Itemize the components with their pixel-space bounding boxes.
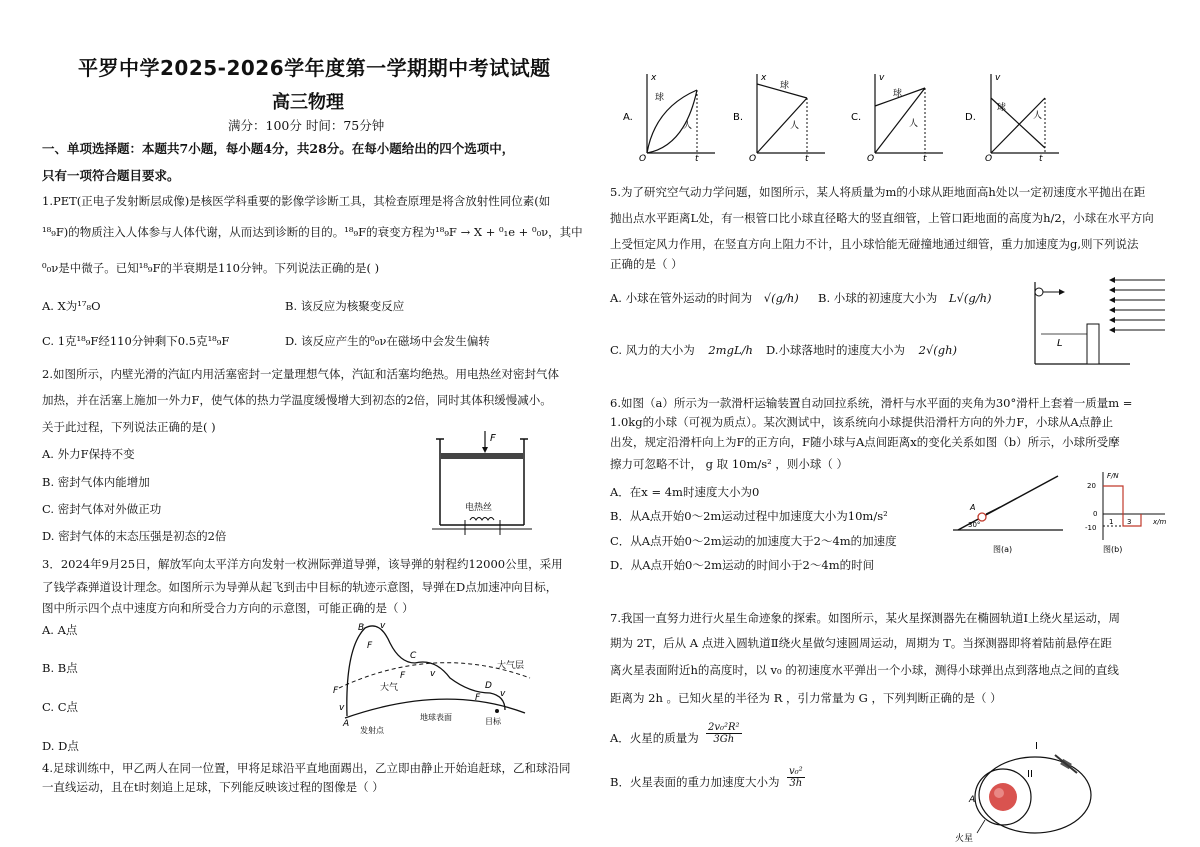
q1-option-c: C. 1克¹⁸₉F经110分钟剩下0.5克¹⁸₉F (42, 334, 230, 348)
q2-option-a: A. 外力F保持不变 (42, 447, 135, 461)
q4-b-person: 人 (790, 121, 800, 131)
q5-fig-L: L (1057, 338, 1063, 349)
q6-figure-a (948, 470, 1070, 556)
q6-fig-a-caption: 图(a) (993, 545, 1013, 554)
q2-fig-F: F (490, 433, 496, 444)
q1-line1: 1.PET(正电子发射断层成像)是核医学科重要的影像学诊断工具，其检查原理是将含放射性同位素(如 (42, 194, 551, 208)
q4-d-origin: O (985, 154, 993, 164)
q3-fig-f1: F (367, 641, 373, 651)
q3-fig-v4: v (339, 703, 345, 713)
q4-d-ball: 球 (997, 103, 1007, 113)
q3-line1: 3．2024年9月25日，解放军向太平洋方向发射一枚洲际弹道导弹，该导弹的射程约12000公里，采用 (42, 557, 563, 571)
q4-b-ball: 球 (780, 81, 790, 91)
q6-figure-b (1075, 468, 1170, 556)
q7-fig-point-a: A (969, 795, 976, 805)
q5-option-d-expr: 2√(gh) (918, 343, 958, 357)
q7-fig-orbit-2: II (1027, 769, 1033, 780)
q4-graph-c (867, 73, 943, 164)
q2-option-c: C. 密封气体对外做正功 (42, 502, 162, 516)
q1-option-d: D. 该反应产生的⁰₀ν在磁场中会发生偏转 (285, 334, 490, 348)
q5-line1: 5.为了研究空气动力学问题，如图所示，某人将质量为m的小球从距地面高h处以一定初速度水平抛出在距 (610, 185, 1146, 199)
q6-fig-a-point: A (970, 503, 976, 512)
q6-fig-b-ytick-20: 20 (1087, 482, 1096, 490)
q7-option-b-fraction (787, 766, 805, 789)
q5-option-d (766, 342, 957, 358)
q5-line2: 抛出点水平距离L处，有一根管口比小球直径略大的竖直细管，上管口距地面的高度为h/2，小球在水平方向 (610, 211, 1154, 225)
q3-fig-target: 目标 (485, 717, 501, 726)
q3-line3: 图中所示四个点中速度方向和所受合力方向的示意图，可能正确的是（ ） (42, 601, 414, 615)
q2-fig-heater-label: 电热丝 (465, 503, 493, 513)
q1-option-a: A. X为¹⁷₈O (42, 299, 101, 313)
q3-fig-air: 大气 (380, 683, 399, 693)
q5-option-d-text: D.小球落地时的速度大小为 (766, 343, 905, 357)
q6-fig-b-xtick-3: 3 (1127, 518, 1132, 526)
q4-graph-b (749, 73, 825, 164)
section-heading: 一、单项选择题：本题共7小题，每小题4分，共28分。在每小题给出的四个选项中， (42, 141, 515, 156)
q5-line4: 正确的是（ ） (610, 257, 683, 271)
q4-b-y: x (761, 73, 767, 83)
q3-fig-v3: v (500, 689, 506, 699)
q7-option-b-text: B．火星表面的重力加速度大小为 (610, 775, 780, 789)
q6-fig-b-caption: 图(b) (1103, 545, 1123, 554)
q3-fig-launch: 发射点 (360, 726, 384, 735)
q2-option-b: B. 密封气体内能增加 (42, 475, 150, 489)
q6-fig-b-ytick-0: 0 (1093, 510, 1098, 518)
q7-line1: 7.我国一直努力进行火星生命迹象的探索。如图所示，某火星探测器先在椭圆轨道Ⅰ上绕火星运动，周 (610, 611, 1121, 625)
q7-line4: 距离为 2h 。已知火星的半径为 R ，引力常量为 G ，下列判断正确的是（ ） (610, 691, 1002, 705)
q5-option-c-text: C. 风力的大小为 (610, 343, 695, 357)
q7-option-b (610, 774, 779, 790)
q7-option-a-text: A．火星的质量为 (610, 731, 699, 745)
q7-option-a-fraction (706, 722, 742, 745)
q4-a-y: x (651, 73, 657, 83)
q2-cylinder-figure (430, 425, 540, 537)
q1-option-b: B. 该反应为核聚变反应 (285, 299, 405, 313)
q2-line3: 关于此过程，下列说法正确的是( ) (42, 420, 216, 434)
q4-d-t: t (1039, 154, 1043, 164)
q4-b-origin: O (749, 154, 757, 164)
q5-option-b-expr: L√(g/h) (948, 291, 992, 305)
q4-line1: 4.足球训练中，甲乙两人在同一位置，甲将足球沿平直地面踢出，乙立即由静止开始追赶球，乙和球沿同 (42, 761, 571, 775)
q6-fig-b-xtick-1: 1 (1109, 518, 1114, 526)
q7-mars-figure (955, 735, 1095, 843)
q7-option-b-numerator: v₀² (789, 766, 803, 777)
q7-option-a-numerator: 2v₀²R² (708, 722, 740, 733)
q3-option-d: D. D点 (42, 739, 79, 753)
q4-a-person: 人 (683, 121, 693, 131)
q5-option-a-expr: √(g/h) (763, 291, 799, 305)
exam-title: 平罗中学2025-2026学年度第一学期期中考试试题 (78, 56, 551, 80)
q4-c-person: 人 (909, 119, 919, 129)
q2-line1: 2.如图所示，内壁光滑的汽缸内用活塞密封一定量理想气体，汽缸和活塞均绝热。用电热丝对密封气体 (42, 367, 559, 381)
q5-line3: 上受恒定风力作用，在竖直方向上阻力不计，且小球恰能无碰撞地通过细管，重力加速度为g,则下列说法 (610, 237, 1139, 251)
q4-graph-a (639, 73, 715, 164)
q3-fig-f4: F (333, 686, 339, 696)
q6-fig-b-xlabel: x/m (1153, 518, 1167, 526)
q4-a-origin: O (639, 154, 647, 164)
q6-fig-angle: 30° (968, 521, 981, 529)
score-time: 满分：100分 时间：75分钟 (228, 118, 385, 133)
q2-option-d: D. 密封气体的末态压强是初态的2倍 (42, 529, 227, 543)
q4-label-c: C. (851, 112, 862, 123)
q3-fig-v1: v (380, 621, 386, 631)
q4-label-a: A. (623, 112, 633, 123)
q5-figure (1025, 272, 1175, 372)
q4-d-y: v (995, 73, 1001, 83)
q3-option-c: C. C点 (42, 700, 78, 714)
q5-option-c (610, 342, 753, 358)
q4-c-origin: O (867, 154, 875, 164)
q3-trajectory-figure (325, 618, 535, 736)
q4-c-ball: 球 (893, 89, 903, 99)
q3-fig-surface: 地球表面 (420, 713, 452, 722)
subject-title: 高三物理 (272, 92, 344, 113)
q6-line1: 6.如图（a）所示为一款滑杆运输装置自动回拉系统，滑杆与水平面的夹角为30°滑杆上套着一质量m = (610, 396, 1133, 410)
q6-option-b: B．从A点开始0～2m运动过程中加速度大小为10m/s² (610, 509, 888, 523)
q4-graphs (615, 68, 1015, 164)
q4-line2: 一直线运动，且在t时刻追上足球，下列能反映该过程的图像是（ ） (42, 780, 384, 794)
q3-fig-point-b: B (358, 623, 365, 633)
q5-option-a-text: A. 小球在管外运动的时间为 (610, 291, 753, 305)
q7-option-a-denominator: 3Gh (713, 734, 735, 745)
q6-option-d: D．从A点开始0～2m运动的时间小于2～4m的时间 (610, 558, 875, 572)
q7-fig-orbit-1: I (1035, 741, 1038, 752)
q4-b-t: t (805, 154, 809, 164)
q6-option-c: C．从A点开始0～2m运动的加速度大于2～4m的加速度 (610, 534, 897, 548)
q5-option-c-expr: 2mgL/h (708, 343, 753, 357)
q6-fig-b-ylabel: F/N (1107, 472, 1119, 480)
q4-c-y: v (879, 73, 885, 83)
q7-line2: 期为 2T，后从 A 点进入圆轨道Ⅱ绕火星做匀速圆周运动，周期为 T。当探测器即将着陆前悬停在距 (610, 636, 1112, 650)
q4-a-t: t (695, 154, 699, 164)
q6-fig-b-ytick-neg10: -10 (1085, 524, 1097, 532)
q7-satellite-icon (1055, 755, 1077, 773)
q7-line3: 离火星表面附近h的高度时，以 v₀ 的初速度水平弹出一个小球，测得小球弹出点到落地点之间的直线 (610, 663, 1119, 677)
q3-fig-point-c: C (410, 651, 417, 661)
q4-c-t: t (923, 154, 927, 164)
q3-fig-f3: F (475, 693, 481, 703)
q4-label-b: B. (733, 112, 744, 123)
q4-d-person: 人 (1033, 111, 1043, 121)
q7-option-a (610, 730, 699, 746)
q4-a-ball: 球 (655, 93, 665, 103)
q4-label-d: D. (965, 112, 976, 123)
q6-option-a: A．在x = 4m时速度大小为0 (610, 485, 760, 499)
q3-option-b: B. B点 (42, 661, 78, 675)
q3-fig-point-d: D (485, 681, 492, 691)
q4-graph-d (985, 68, 1065, 164)
q1-line3: ⁰₀ν是中微子。已知¹⁸₉F的半衰期是110分钟。下列说法正确的是( ) (42, 261, 380, 275)
q5-option-a (610, 290, 799, 306)
q1-line2: ¹⁸₉F)的物质注入人体参与人体代谢，从而达到诊断的目的。¹⁸₉F的衰变方程为¹⁸₉F → X + ⁰₁e + ⁰₀ν，其中 (42, 225, 583, 239)
q3-fig-v2: v (430, 669, 436, 679)
q3-fig-f2: F (400, 671, 406, 681)
q2-line2: 加热，并在活塞上施加一外力F，使气体的热力学温度缓慢增大到初态的2倍，同时其体积缓慢减小。 (42, 393, 552, 407)
q7-option-b-denominator: 3h (789, 778, 803, 789)
q6-line4: 擦力可忽略不计， g 取 10m/s² ，则小球（ ） (610, 457, 849, 471)
q6-line2: 1.0kg的小球（可视为质点）。某次测试中，该系统向小球提供沿滑杆方向的外力F，小球从A点静止 (610, 415, 1114, 429)
q3-fig-atmosphere-layer: 大气层 (497, 661, 525, 671)
q5-option-b (818, 290, 992, 306)
q3-line2: 了钱学森弹道设计理念。如图所示为导弹从起飞到击中目标的轨迹示意图，导弹在D点加速冲向目标， (42, 580, 558, 594)
section-heading-2: 只有一项符合题目要求。 (42, 168, 180, 183)
q7-fig-mars-label: 火星 (955, 834, 974, 843)
q6-line3: 出发，规定沿滑杆向上为F的正方向，F随小球与A点间距离x的变化关系如图（b）所示，小球所受摩 (610, 435, 1120, 449)
q3-fig-point-a: A (343, 719, 350, 729)
q5-option-b-text: B. 小球的初速度大小为 (818, 291, 938, 305)
q3-option-a: A. A点 (42, 623, 78, 637)
